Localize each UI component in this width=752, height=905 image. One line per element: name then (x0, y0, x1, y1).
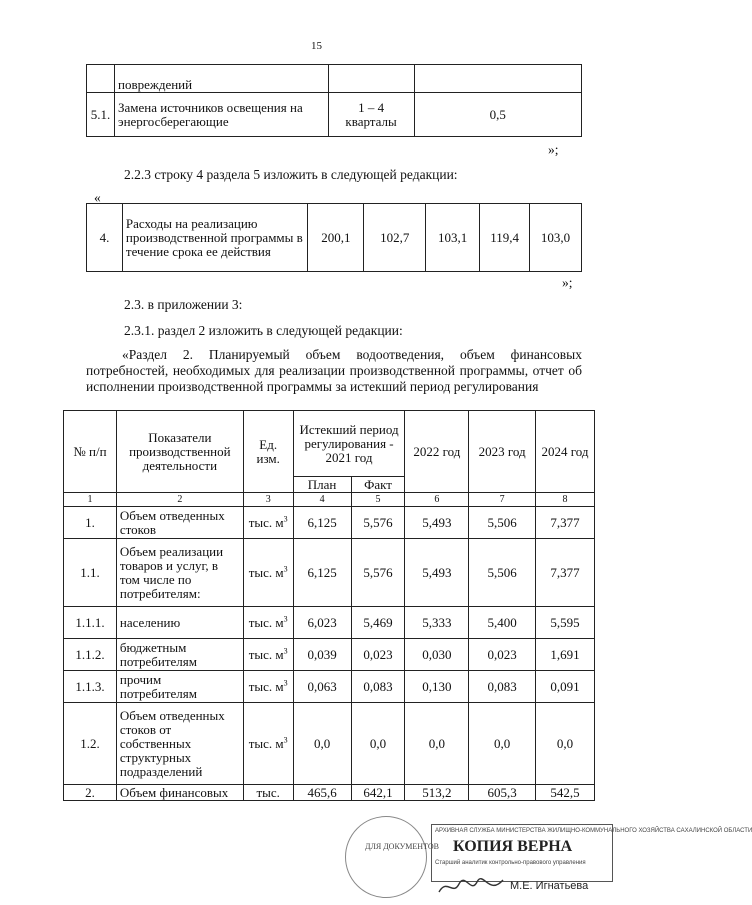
unit-text: тыс. м (248, 678, 284, 694)
value-cell: 0,0 (351, 703, 405, 785)
value-cell: 6,125 (293, 539, 351, 607)
row-num: 2. (64, 785, 117, 801)
row-name: Объем отведенных стоков (116, 507, 243, 539)
value-cell: 0,091 (536, 671, 595, 703)
stamp-org: АРХИВНАЯ СЛУЖБА МИНИСТЕРСТВА ЖИЛИЩНО-КОММУНАЛЬНОГО ХОЗЯЙСТВА САХАЛИНСКОЙ ОБЛАСТИ (435, 828, 752, 834)
header-2023: 2023 год (469, 411, 536, 493)
row-num: 1.1.3. (64, 671, 117, 703)
table-row (64, 785, 595, 801)
col-number: 2 (116, 493, 243, 507)
unit-sup: 3 (283, 614, 288, 624)
value-cell: 103,0 (530, 204, 582, 272)
value-cell: 0,039 (293, 639, 351, 671)
value-cell: 5,493 (405, 507, 469, 539)
row-period (328, 65, 414, 93)
page-number: 15 (311, 40, 322, 52)
col-number: 6 (405, 493, 469, 507)
row-unit: тыс. (243, 785, 293, 801)
row-num: 1. (64, 507, 117, 539)
row-name: Замена источников освещения на энергосберегающие (114, 93, 328, 137)
value-cell: 0,030 (405, 639, 469, 671)
header-num: № п/п (64, 411, 117, 493)
col-number: 7 (469, 493, 536, 507)
row-name: населению (116, 607, 243, 639)
col-number: 5 (351, 493, 405, 507)
row-value (414, 65, 581, 93)
table-row (64, 671, 595, 703)
stamp-position: Старший аналитик контрольно-правового управления (435, 860, 586, 866)
unit-sup: 3 (283, 735, 288, 745)
row-name: Объем реализации товаров и услуг, в том числе по потребителям: (116, 539, 243, 607)
main-table (63, 410, 595, 801)
value-cell: 5,469 (351, 607, 405, 639)
value-cell: 5,576 (351, 539, 405, 607)
value-cell: 200,1 (308, 204, 364, 272)
row4-table (86, 203, 582, 272)
row-num: 1.1. (64, 539, 117, 607)
value-cell: 0,0 (405, 703, 469, 785)
value-cell: 0,063 (293, 671, 351, 703)
table-row (64, 703, 595, 785)
header-indicator: Показатели производственной деятельности (116, 411, 243, 493)
unit-text: тыс. м (248, 646, 284, 662)
row-name: повреждений (114, 65, 328, 93)
paragraph-2-2-3: 2.2.3 строку 4 раздела 5 изложить в следующей редакции: (124, 167, 458, 182)
row-num: 5.1. (87, 93, 115, 137)
unit-sup: 3 (283, 678, 288, 688)
paragraph-2-3-1: 2.3.1. раздел 2 изложить в следующей редакции: (124, 323, 403, 338)
open-quote: « (94, 190, 101, 205)
value-cell: 605,3 (469, 785, 536, 801)
row-unit (243, 539, 293, 607)
value-cell: 5,576 (351, 507, 405, 539)
row-unit (243, 639, 293, 671)
row-num: 1.1.1. (64, 607, 117, 639)
header-2024: 2024 год (536, 411, 595, 493)
certification-stamp (345, 816, 752, 896)
value-cell: 542,5 (536, 785, 595, 801)
row-unit (243, 507, 293, 539)
value-cell: 5,506 (469, 507, 536, 539)
row-name: Объем финансовых (116, 785, 243, 801)
round-seal (345, 816, 427, 898)
col-number: 3 (243, 493, 293, 507)
value-cell: 642,1 (351, 785, 405, 801)
value-cell: 5,493 (405, 539, 469, 607)
table-row (64, 539, 595, 607)
value-cell: 0,0 (536, 703, 595, 785)
top-table (86, 64, 582, 137)
table-row (64, 507, 595, 539)
col-number: 1 (64, 493, 117, 507)
value-cell: 0,0 (469, 703, 536, 785)
value-cell: 7,377 (536, 507, 595, 539)
row-num: 1.2. (64, 703, 117, 785)
unit-sup: 3 (283, 646, 288, 656)
row-num (87, 65, 115, 93)
col-number: 8 (536, 493, 595, 507)
value-cell: 513,2 (405, 785, 469, 801)
value-cell: 1,691 (536, 639, 595, 671)
table-row (87, 65, 582, 93)
table-row (87, 204, 582, 272)
table-row (64, 607, 595, 639)
end-quote: »; (562, 275, 573, 290)
header-unit: Ед. изм. (243, 411, 293, 493)
value-cell: 0,023 (351, 639, 405, 671)
value-cell: 0,083 (469, 671, 536, 703)
seal-text: ДЛЯ ДОКУМЕНТОВ (365, 842, 439, 851)
row-unit (243, 607, 293, 639)
value-cell: 119,4 (480, 204, 530, 272)
value-cell: 6,125 (293, 507, 351, 539)
unit-text: тыс. м (248, 564, 284, 580)
row-unit (243, 703, 293, 785)
unit-sup: 3 (283, 514, 288, 524)
value-cell: 0,023 (469, 639, 536, 671)
row-value: 0,5 (414, 93, 581, 137)
signature-icon (437, 876, 507, 898)
value-cell: 0,0 (293, 703, 351, 785)
end-quote: »; (548, 142, 559, 157)
value-cell: 6,023 (293, 607, 351, 639)
value-cell: 102,7 (364, 204, 426, 272)
row-name: бюджетным потребителям (116, 639, 243, 671)
value-cell: 5,400 (469, 607, 536, 639)
row-name: прочим потребителям (116, 671, 243, 703)
value-cell: 103,1 (426, 204, 480, 272)
row-name: Расходы на реализацию производственной программы в течение срока ее действия (122, 204, 308, 272)
header-period: Истекший период регулирования - 2021 год (293, 411, 405, 477)
unit-text: тыс. м (248, 735, 284, 751)
header-plan: План (293, 477, 351, 493)
paragraph-2-3: 2.3. в приложении 3: (124, 297, 243, 312)
value-cell: 0,083 (351, 671, 405, 703)
row-name: Объем отведенных стоков от собственных структурных подразделений (116, 703, 243, 785)
stamp-name: М.Е. Игнатьева (510, 880, 589, 892)
unit-text: тыс. м (248, 614, 284, 630)
col-number: 4 (293, 493, 351, 507)
header-2022: 2022 год (405, 411, 469, 493)
unit-sup: 3 (283, 564, 288, 574)
row-num: 1.1.2. (64, 639, 117, 671)
value-cell: 0,130 (405, 671, 469, 703)
row-unit (243, 671, 293, 703)
section-intro: «Раздел 2. Планируемый объем водоотведения, объем финансовых потребностей, необходимых для реализации производственной программы, отчет об исполнении производственной программы за истекший период регулирования (86, 347, 582, 394)
stamp-title: КОПИЯ ВЕРНА (453, 838, 573, 855)
header-row (64, 411, 595, 477)
value-cell: 465,6 (293, 785, 351, 801)
unit-text: тыс. м (248, 514, 284, 530)
value-cell: 5,506 (469, 539, 536, 607)
value-cell: 5,333 (405, 607, 469, 639)
table-row (87, 93, 582, 137)
header-fact: Факт (351, 477, 405, 493)
value-cell: 7,377 (536, 539, 595, 607)
value-cell: 5,595 (536, 607, 595, 639)
row-num: 4. (87, 204, 123, 272)
row-period: 1 – 4 кварталы (328, 93, 414, 137)
column-number-row (64, 493, 595, 507)
table-row (64, 639, 595, 671)
